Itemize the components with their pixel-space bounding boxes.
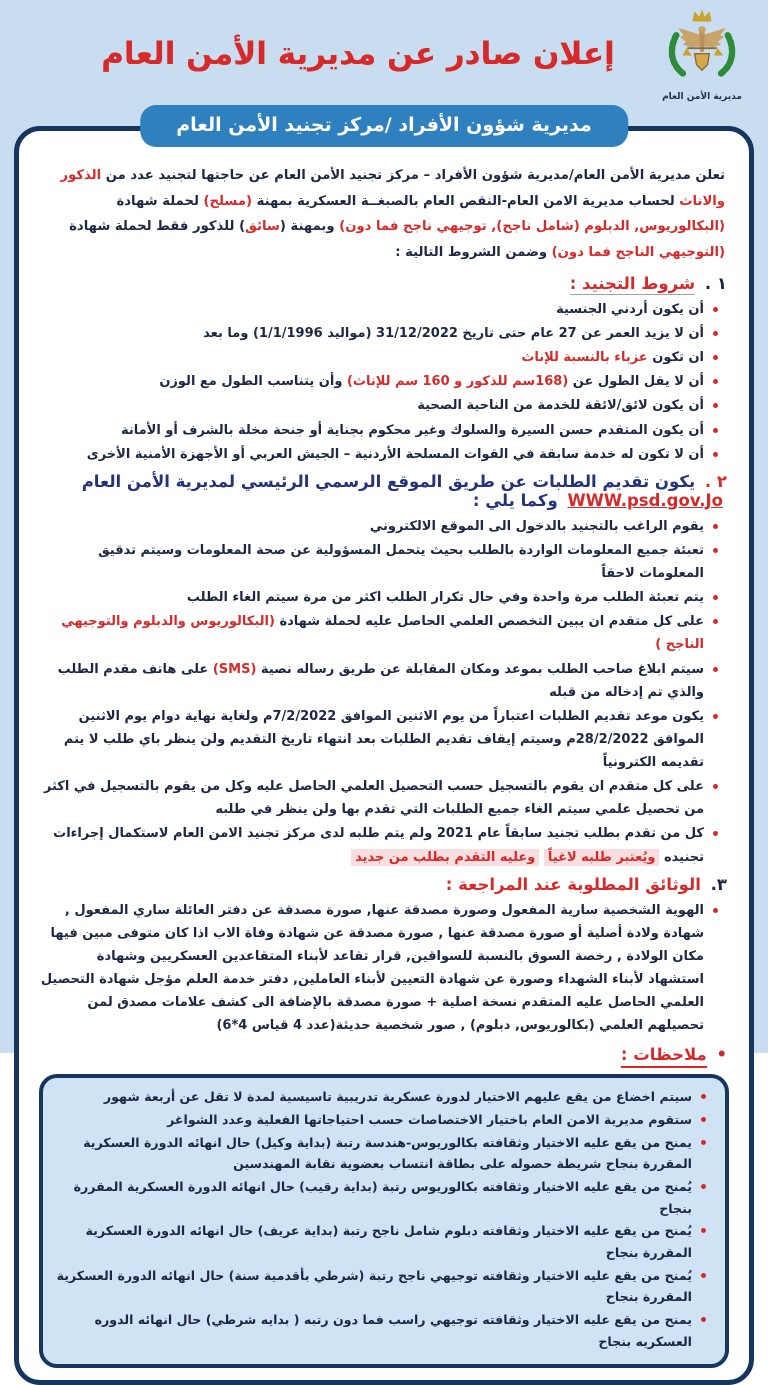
condition-item: أن يكون لائق/لائقة للخدمة من الناحية الصحية [39, 394, 719, 417]
application-item: يتم تعبئة الطلب مرة واحدة وفي حال تكرار الطلب اكثر من مرة سيتم الغاء الطلب [39, 586, 719, 609]
section-2-heading [41, 472, 727, 510]
section-2-title-tail: وكما يلي : [472, 490, 558, 510]
section-2-number: ٢ . [704, 471, 727, 491]
document-item: الهوية الشخصية سارية المفعول وصورة مصدقة عنها, صورة مصدقة عن دفتر العائلة ساري المفعول , شهادة ولادة أصلية أو صورة مصدقة عنها , صورة مصدقة عن شهادة وفاة الاب اذا كان متوفى مبين فيها مكان الولادة , رخصة السوق بالنسبة للسواقين, قرار تقاعد لأبناء المتقاعدين العسكريين وشهادة استشهاد لأبناء الشهداء وصورة عن شهادة التعيين لأبناء العاملين, دفتر خدمة العلم مؤجل شهادة التحصيل العلمي الحاصل عليه المتقدم نسخة اصلية + صورة مصدقة بالإضافة الى كشف علامات مصدق لمن تحصيلهم العلمي (بكالوريوس, دبلوم) , صور شخصية حديثة(عدد 4 قياس 4*6) [39, 899, 719, 1038]
note-item: سيتم اخضاع من يقع عليهم الاختيار لدورة عسكرية تدريبية تاسيسية لمدة لا تقل عن أربعة شهور [53, 1086, 707, 1108]
psd-emblem [646, 6, 758, 102]
section-1-number: ١ . [704, 273, 727, 293]
notes-box [39, 1074, 729, 1368]
page-title: إعلان صادر عن مديرية الأمن العام [101, 36, 615, 72]
psd-emblem-icon [656, 6, 748, 94]
notes-title: ملاحظات : [621, 1045, 707, 1068]
condition-item: أن يكون المتقدم حسن السيرة والسلوك وغير محكوم بجناية أو جنحة مخلة بالشرف أو الأمانة [39, 419, 719, 442]
notes-bullet-icon: • [716, 1045, 727, 1065]
application-item: على كل متقدم ان يقوم بالتسجيل حسب التحصيل العلمي الحاصل عليه وكل من يقوم بالتسجيل في اكثر من تحصيل علمي سيتم الغاء جميع الطلبات التي تقدم بها ولن ينظر في طلبه [39, 775, 719, 821]
note-item: يمنح من يقع عليه الاختيار وثقافته بكالوريوس-هندسة رتبة (بداية وكيل) حال انهائه الدورة العسكرية المقررة بنجاح شريطة حصوله على بطاقة انتساب بعضوية نقابة المهندسين [53, 1132, 707, 1175]
notes-list [53, 1086, 707, 1352]
note-item: يُمنح من يقع عليه الاختيار وثقافته توجيهي ناجح رتبة (شرطي بأقدمية سنة) حال انهائه الدورة العسكرية المقررة بنجاح [53, 1265, 707, 1308]
condition-item: أن يكون أردني الجنسية [39, 298, 719, 321]
section-3-heading [41, 875, 727, 894]
section-3-number: ٣. [710, 874, 727, 894]
note-item: ستقوم مديرية الامن العام باختيار الاختصاصات حسب احتياجاتها الفعلية وعدد الشواغر [53, 1109, 707, 1131]
content-frame [14, 114, 754, 1385]
condition-item: ان تكون عزباء بالنسبة للإناث [39, 346, 719, 369]
application-item: كل من تقدم بطلب تجنيد سابقاً عام 2021 ولم يتم طلبه لدى مركز تجنيد الامن العام لاستكمال إجراءات تجنيده ويُعتبر طلبه لاغياً وعليه التقدم بطلب من جديد [39, 822, 719, 868]
condition-item: أن لا تكون له خدمة سابقة في القوات المسلحة الأردنية – الجيش العربي أو الأجهزة الأمنية الأخرى [39, 443, 719, 466]
condition-item: أن لا يقل الطول عن (168سم للذكور و 160 سم للإناث) وأن يتناسب الطول مع الوزن [39, 370, 719, 393]
note-item: يُمنح من يقع عليه الاختيار وثقافته دبلوم شامل ناجح رتبة (بداية عريف) حال انهائه الدورة العسكرية المقررة بنجاح [53, 1220, 707, 1263]
psd-website-link[interactable]: WWW.psd.gov.Jo [567, 490, 723, 510]
application-item: سيتم ابلاغ صاحب الطلب بموعد ومكان المقابلة عن طريق رساله نصية (SMS) على هاتف مقدم الطلب والذي تم إدخاله من قبله [39, 658, 719, 704]
section-1-title: شروط التجنيد : [569, 273, 696, 293]
note-item: يُمنح من يقع عليه الاختيار وثقافته بكالوريوس رتبة (بداية رقيب) حال انهائه الدورة العسكرية المقررة بنجاح [53, 1176, 707, 1219]
condition-item: أن لا يزيد العمر عن 27 عام حتى تاريخ 31/12/2022 (مواليد 1/1/1996) وما بعد [39, 322, 719, 345]
application-item: تعبئة جميع المعلومات الواردة بالطلب بحيث يتحمل المسؤولية عن صحة المعلومات وسيتم تدقيق المعلومات لاحقاً [39, 539, 719, 585]
application-item: يقوم الراغب بالتجنيد بالدخول الى الموقع الالكتروني [39, 515, 719, 538]
section-1-heading [41, 274, 727, 293]
intro-paragraph: تعلن مديرية الأمن العام/مديرية شؤون الأفراد – مركز تجنيد الأمن العام عن حاجتها لتجنيد عدد من الذكور والاناث لحساب مديرية الامن العام-النقص العام بالصبغــة العسكرية بمهنة (مسلح) لحملة شهادة (البكالوريوس, الدبلوم (شامل ناجح), توجيهي ناجح فما دون) وبمهنة (سائق) للذكور فقط لحملة شهادة (التوجيهي الناجح فما دون) وضمن الشروط التالية : [60, 168, 725, 261]
required-documents-list [39, 899, 719, 1038]
emblem-caption: مديرية الأمن العام [662, 92, 742, 102]
application-steps-list [39, 515, 719, 869]
header [0, 0, 768, 104]
notes-heading [41, 1045, 727, 1068]
section-3-title: الوثائق المطلوبة عند المراجعة : [445, 874, 701, 894]
recruitment-conditions-list [39, 298, 719, 466]
section-2-title: يكون تقديم الطلبات عن طريق الموقع الرسمي الرئيسي لمديرية الأمن العام [81, 471, 696, 491]
application-item: على كل متقدم ان يبين التخصص العلمي الحاصل عليه لحملة شهادة (البكالوريوس والدبلوم والتوجيهي الناجح ) [39, 610, 719, 656]
note-item: يمنح من يقع عليه الاختيار وثقافته توجيهي راسب فما دون رتبه ( بدايه شرطي) حال انهائه الدوره العسكريه بنجاح [53, 1309, 707, 1352]
directorate-banner: مديرية شؤون الأفراد /مركز تجنيد الأمن العام [142, 107, 626, 145]
application-item: يكون موعد تقديم الطلبات اعتباراً من يوم الاثنين الموافق 7/2/2022م ولغاية نهاية دوام يوم الاثنين الموافق 28/2/2022م وسيتم إيقاف تقديم الطلبات بعد انتهاء تاريخ التقديم ولن ينظر باي طلب لا يتم تقديمه الكترونياً [39, 705, 719, 774]
